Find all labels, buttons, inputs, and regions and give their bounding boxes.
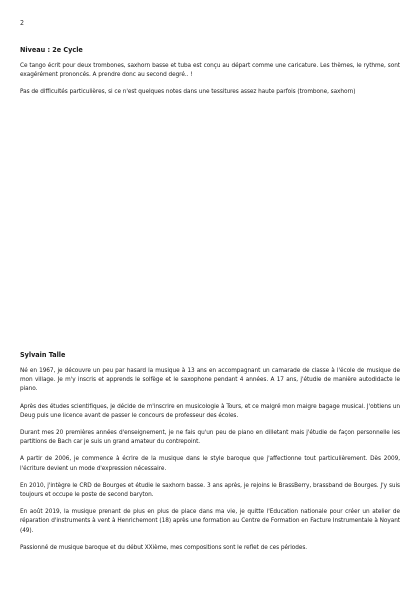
author-paragraph: En 2010, j'intègre le CRD de Bourges et étudie le saxhorn basse. 3 ans après, je rejoins le BrassBerry, brassband de Bourges. J'y suis toujours et occupe le poste de second baryton. [20, 480, 400, 499]
author-paragraph: Durant mes 20 premières années d'enseignement, je ne fais qu'un peu de piano en dilletant mais j'étudie de façon personnelle les partitions de Bach car je suis un grand amateur du contrepoint. [20, 428, 400, 446]
author-paragraph: A partir de 2006, je commence à écrire de la musique dans le style baroque que j'affectionne tout particulièrement. Dès 2009, l'écriture devient un mode d'expression nécessaire. [20, 454, 400, 472]
author-paragraph: Après des études scientifiques, je décide de m'inscrire en musicologie à Tours, et ce malgré mon maigre bagage musical. J'obtiens un Deug puis une licence avant de passer le concours de professeur des écoles. [20, 401, 400, 419]
author-heading: Sylvain Talle [20, 350, 66, 359]
page-number: 2 [20, 19, 25, 27]
level-paragraph: Pas de difficultés particulières, si ce n'est quelques notes dans une tessitures assez haute parfois (trombone, saxhorn) [20, 87, 356, 96]
author-paragraph: Passionné de musique baroque et du début XXième, mes compositions sont le reflet de ces périodes. [20, 542, 308, 551]
level-heading: Niveau : 2e Cycle [20, 45, 83, 54]
author-section [20, 350, 400, 560]
author-paragraph: Né en 1967, je découvre un peu par hasard la musique à 13 ans en accompagnant un camarade de classe à l'école de musique de mon village. Je m'y inscris et apprends le solfège et le saxophone pendant 4 années. A 17 ans, j'étudie de manière autodidacte le piano. [20, 366, 400, 393]
author-paragraph: En août 2019, la musique prenant de plus en plus de place dans ma vie, je quitte l'Education nationale pour créer un atelier de réparation d'instruments à vent à Henrichemont (18) après une formation au Centre de Formation en Facture Instrumentale à Noyant (49). [20, 507, 400, 534]
level-paragraph: Ce tango écrit pour deux trombones, saxhorn basse et tuba est conçu au départ comme une caricature. Les thèmes, le rythme, sont exagérément prononcés. A prendre donc au second degré.. ! [20, 61, 400, 79]
level-section [20, 45, 400, 105]
